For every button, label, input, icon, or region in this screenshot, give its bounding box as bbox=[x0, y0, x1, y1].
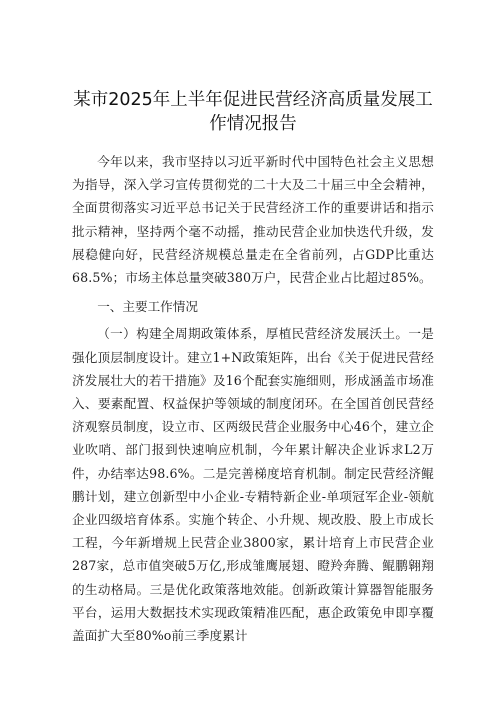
intro-paragraph: 今年以来，我市坚持以习近平新时代中国特色社会主义思想为指导，深入学习宣传贯彻党的二十大及二十届三中全会精神，全面贯彻落实习近平总书记关于民营经济工作的重要讲话和指示批示精神，坚持两个毫不动摇，推动民营企业加快迭代升级，发展稳健向好，民营经济规模总量走在全省前列，占GDP比重达68.5%；市场主体总量突破380万户，民营企业占比超过85%。 bbox=[72, 154, 434, 286]
section-body-paragraph: （一）构建全周期政策体系，厚植民营经济发展沃土。一是强化顶层制度设计。建立1+N政策矩阵，出台《关于促进民营经济发展壮大的若干措施》及16个配套实施细则，形成涵盖市场准入、要素配置、权益保护等领域的制度闭环。在全国首创民营经济观察员制度，设立市、区两级民营企业服务中心46个，建立企业吹哨、部门报到快速响应机制，今年累计解决企业诉求L2万件，办结率达98.6%。二是完善梯度培育机制。制定民营经济鲲鹏计划，建立创新型中小企业-专精特新企业-单项冠军企业-领航企业四级培育体系。实施个转企、小升规、规改股、股上市成长工程，今年新增规上民营企业3800家，累计培育上市民营企业287家，总市值突破5万亿,形成雏鹰展翅、瞪羚奔腾、鲲鹏翱翔的生动格局。三是优化政策落地效能。创新政策计算器智能服务平台，运用大数据技术实现政策精准匹配，惠企政策免申即享覆盖面扩大至80%o前三季度累计 bbox=[72, 326, 434, 644]
document-title: 某市2025年上半年促进民营经济高质量发展工作情况报告 bbox=[73, 90, 433, 134]
section-heading: 一、主要工作情况 bbox=[97, 299, 198, 315]
